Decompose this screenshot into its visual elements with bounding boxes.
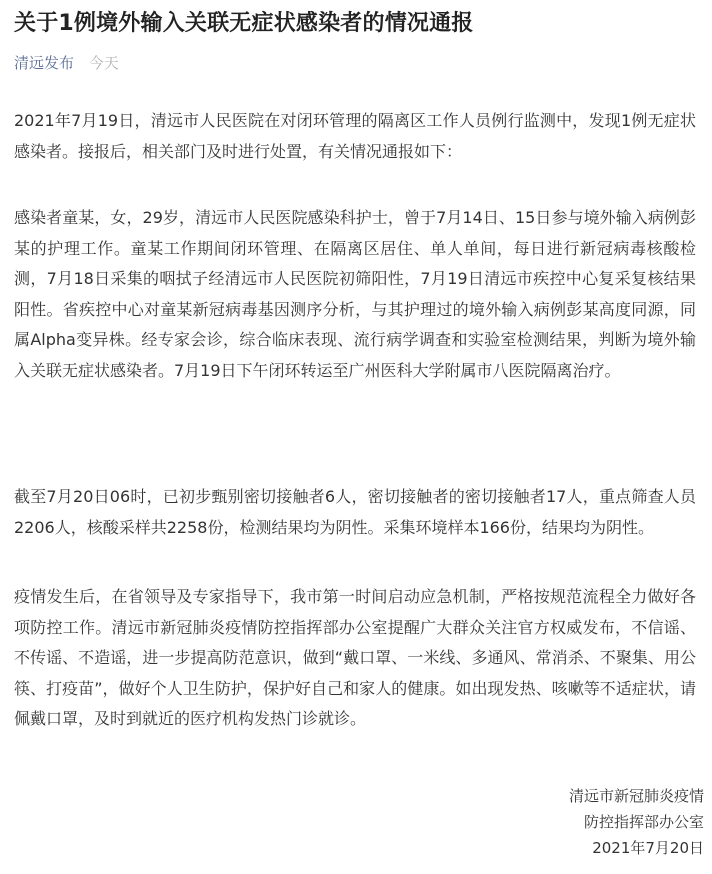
signature-block bbox=[569, 783, 704, 861]
account-name-link[interactable]: 清远发布 bbox=[14, 54, 75, 72]
paragraph-case-details: 感染者童某，女，29岁，清远市人民医院感染科护士，曾于7月14日、15日参与境外输入病例彭某的护理工作。童某工作期间闭环管理、在隔离区居住、单人单间，每日进行新冠病毒核酸检测，7月18日采集的咽拭子经清远市人民医院初筛阳性，7月19日清远市疾控中心复采复核结果阳性。省疾控中心对童某新冠病毒基因测序分析，与其护理过的境外输入病例彭某高度同源，同属Alpha变异株。经专家会诊，综合临床表现、流行病学调查和实验室检测结果，判断为境外输入关联无症状感染者。7月19日下午闭环转运至广州医科大学附属市八医院隔离治疗。 bbox=[14, 208, 696, 380]
signature-org-line2: 防控指挥部办公室 bbox=[583, 813, 704, 831]
signature-date: 2021年7月20日 bbox=[592, 839, 704, 857]
paragraph-prevention: 疫情发生后，在省领导及专家指导下，我市第一时间启动应急机制，严格按规范流程全力做好各项防控工作。清远市新冠肺炎疫情防控指挥部办公室提醒广大群众关注官方权威发布，不信谣、不传谣、不造谣，进一步提高防范意识，做到“戴口罩、一米线、多通风、常消杀、不聚集、用公筷、打疫苗”，做好个人卫生防护，保护好自己和家人的健康。如出现发热、咳嗽等不适症状，请佩戴口罩，及时到就近的医疗机构发热门诊就诊。 bbox=[14, 587, 696, 728]
article-title: 关于1例境外输入关联无症状感染者的情况通报 bbox=[14, 11, 474, 36]
paragraph-intro: 2021年7月19日，清远市人民医院在对闭环管理的隔离区工作人员例行监测中，发现1例无症状感染者。接报后，相关部门及时进行处置，有关情况通报如下： bbox=[14, 111, 696, 161]
publish-time: 今天 bbox=[88, 54, 119, 72]
article bbox=[14, 0, 696, 728]
signature-org-line1: 清远市新冠肺炎疫情 bbox=[568, 787, 704, 805]
paragraph-contacts: 截至7月20日06时，已初步甄别密切接触者6人，密切接触者的密切接触者17人，重点筛查人员2206人，核酸采样共2258份，检测结果均为阴性。采集环境样本166份，结果均为阴性。 bbox=[14, 487, 696, 537]
article-meta bbox=[14, 52, 696, 74]
